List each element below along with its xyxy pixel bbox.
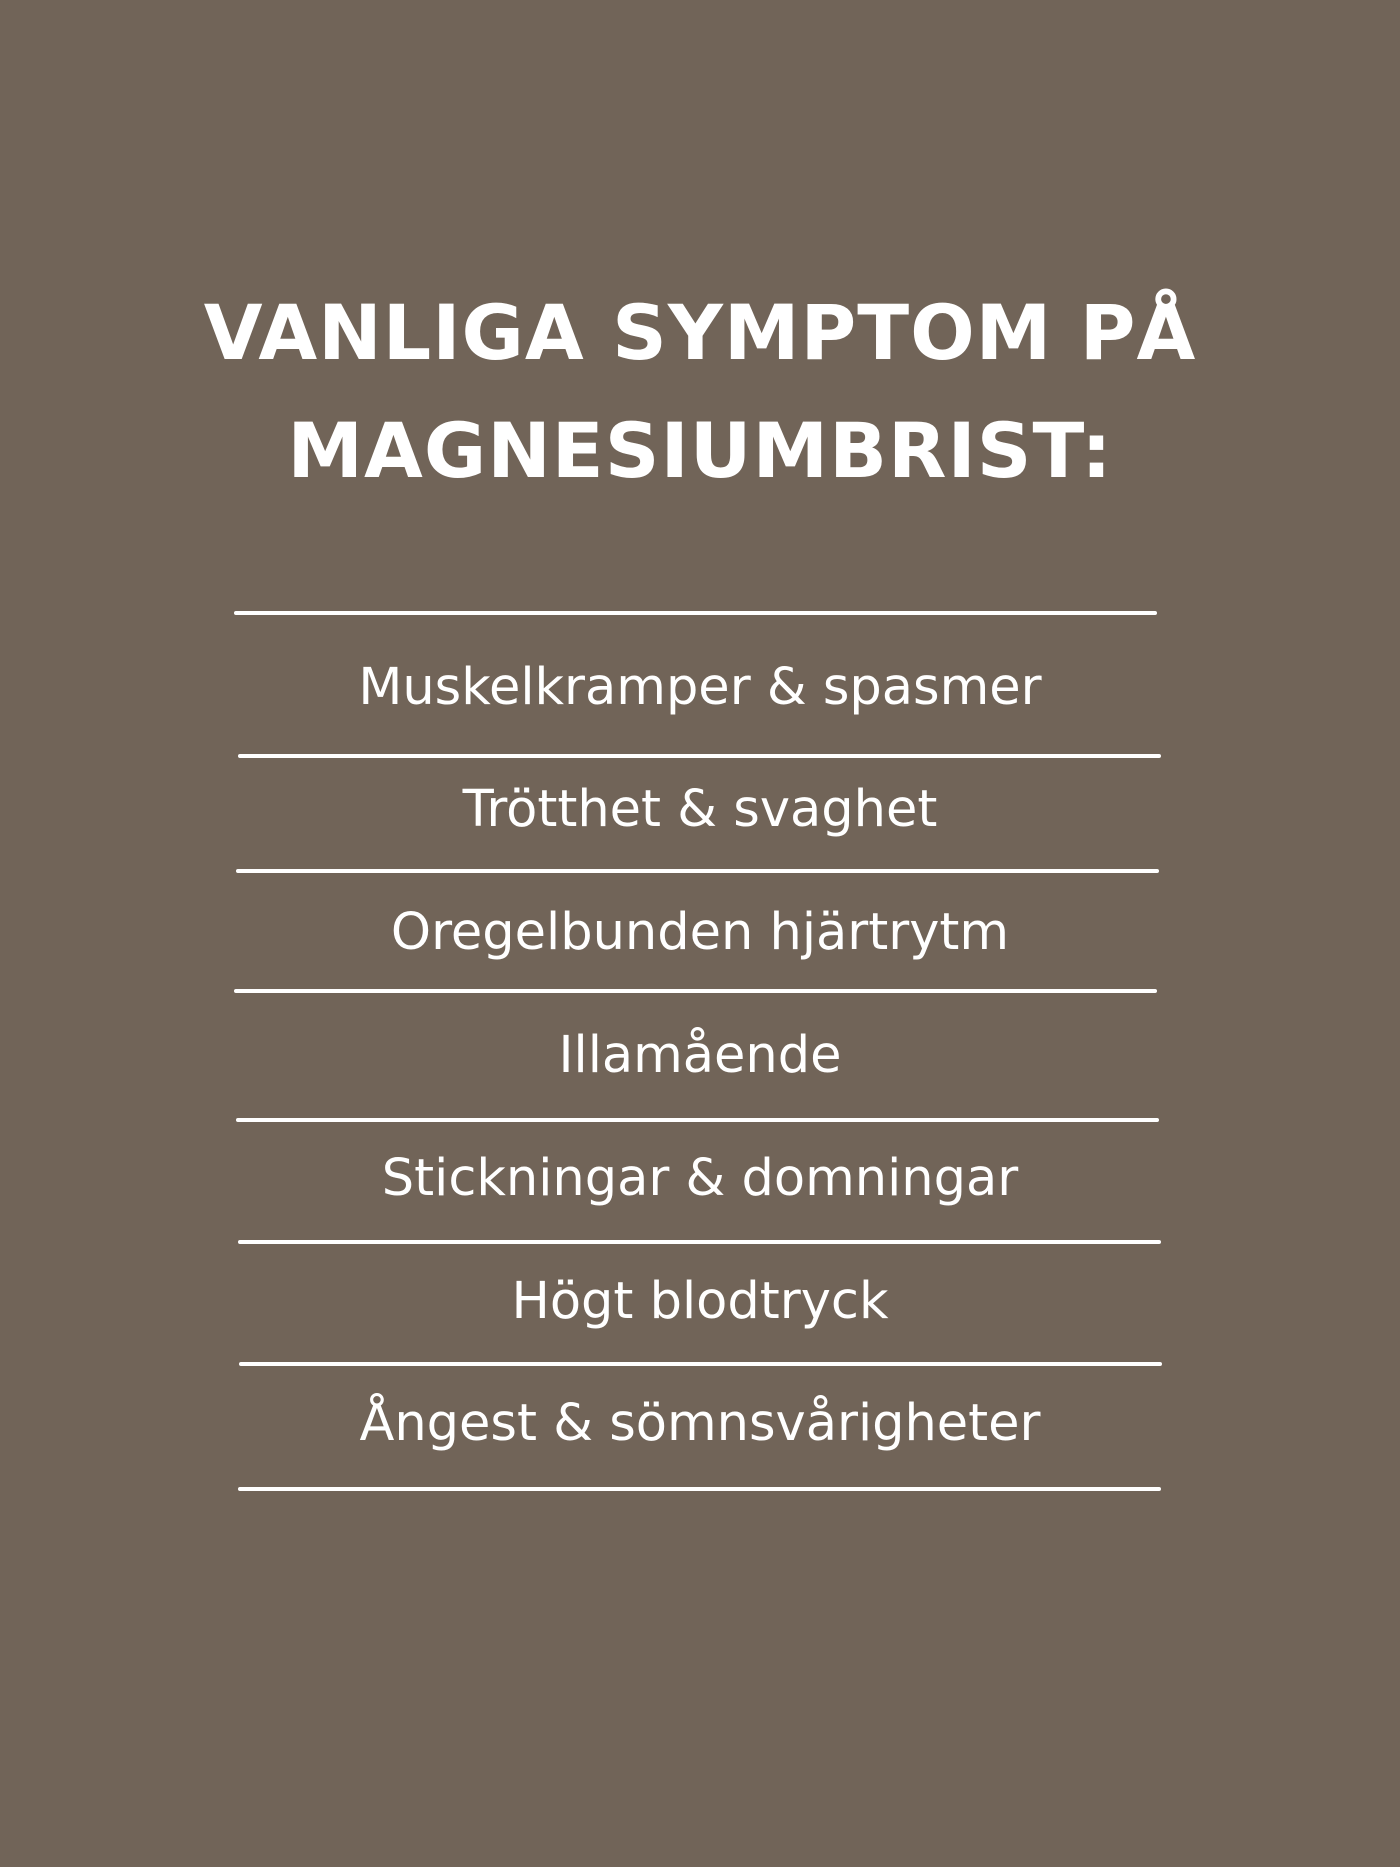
symptom-item-muscle-cramps: Muskelkramper & spasmer <box>358 658 1042 717</box>
divider-line <box>236 869 1159 873</box>
divider-line <box>239 1362 1162 1366</box>
divider-line <box>238 754 1161 758</box>
divider-line <box>238 1240 1161 1244</box>
symptom-item-tingling: Stickningar & domningar <box>381 1149 1019 1208</box>
symptom-item-nausea: Illamående <box>558 1026 842 1085</box>
symptom-item-irregular-heartbeat: Oregelbunden hjärtrytm <box>390 903 1010 962</box>
divider-line <box>238 1487 1161 1491</box>
symptom-item-anxiety-sleep: Ångest & sömnsvårigheter <box>359 1394 1041 1453</box>
divider-line <box>234 989 1157 993</box>
divider-line <box>236 1118 1159 1122</box>
divider-line <box>234 611 1157 615</box>
symptom-item-high-blood-pressure: Högt blodtryck <box>511 1272 889 1331</box>
heading-line-2: MAGNESIUMBRIST: <box>287 406 1113 495</box>
symptom-item-fatigue: Trötthet & svaghet <box>462 780 938 839</box>
heading-line-1: VANLIGA SYMPTOM PÅ <box>203 288 1197 377</box>
